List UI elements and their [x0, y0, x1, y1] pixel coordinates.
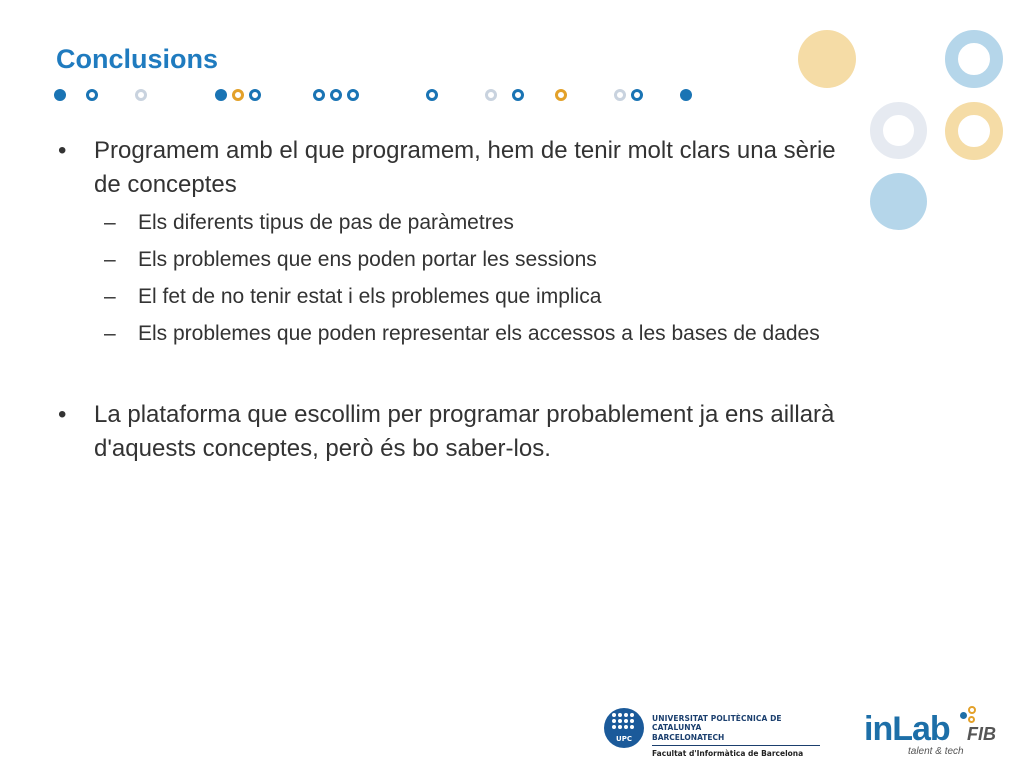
dot-decoration: [135, 89, 147, 101]
bullet-text: Programem amb el que programem, hem de tenir molt clars una sèrie de conceptes: [94, 137, 836, 198]
dot-decoration: [54, 89, 66, 101]
inlab-logo-text: [864, 710, 950, 749]
dot-decoration: [347, 89, 359, 101]
upc-dot-grid: [612, 713, 636, 735]
circle-decoration: [870, 173, 927, 230]
bullet-mark: •: [58, 401, 67, 428]
dot-decoration: [249, 89, 261, 101]
dot-decoration: [555, 89, 567, 101]
sub-bullet-text: Els diferents tipus de pas de paràmetres: [138, 211, 514, 234]
upc-subtitle: BARCELONATECH: [652, 733, 725, 742]
bullet-text: La plataforma que escollim per programar probablement ja ens aillarà d'aquests conceptes, però és bo saber-los.: [94, 401, 835, 462]
upc-university-name: UNIVERSITAT POLITÈCNICA DE CATALUNYA: [652, 714, 782, 732]
inlab-logo-block: [864, 704, 1014, 760]
dot-decoration: [614, 89, 626, 101]
sub-bullet-item: [58, 208, 858, 238]
sub-bullet-mark: –: [104, 248, 116, 271]
circle-decoration: [945, 102, 1003, 160]
bullet-item: [58, 398, 858, 466]
upc-divider: [652, 745, 820, 746]
decorative-dot-row: [0, 0, 760, 120]
bullet-item: [58, 134, 858, 202]
inlab-dot-icon: [968, 706, 976, 714]
sub-bullet-text: Els problemes que poden representar els accessos a les bases de dades: [138, 322, 820, 345]
sub-bullet-text: El fet de no tenir estat i els problemes que implica: [138, 285, 602, 308]
dot-decoration: [631, 89, 643, 101]
bullet-mark: •: [58, 137, 67, 164]
inlab-tagline: talent & tech: [908, 746, 964, 757]
dot-decoration: [86, 89, 98, 101]
sub-bullet-item: [58, 282, 858, 312]
inlab-dot-icon: [968, 716, 975, 723]
dot-decoration: [485, 89, 497, 101]
dot-decoration: [512, 89, 524, 101]
upc-text: [652, 714, 832, 758]
upc-badge-label: UPC: [616, 735, 632, 743]
upc-logo-block: [604, 708, 834, 758]
sub-bullet-item: [58, 319, 838, 349]
circle-decoration: [870, 102, 927, 159]
dot-decoration: [330, 89, 342, 101]
dot-decoration: [680, 89, 692, 101]
slide-body: [58, 134, 858, 472]
slide-title: Conclusions: [56, 44, 219, 74]
dot-decoration: [232, 89, 244, 101]
sub-bullet-item: [58, 245, 858, 275]
upc-logo: [604, 708, 644, 748]
inlab-in: in: [864, 710, 893, 748]
sub-bullet-text: Els problemes que ens poden portar les sessions: [138, 248, 597, 271]
sub-bullet-mark: –: [104, 285, 116, 308]
upc-faculty-name: Facultat d'Informàtica de Barcelona: [652, 749, 804, 758]
spacer: [58, 356, 858, 398]
inlab-lab: Lab: [892, 710, 950, 748]
sub-bullet-mark: –: [104, 322, 116, 345]
dot-decoration: [426, 89, 438, 101]
dot-decoration: [313, 89, 325, 101]
fib-logo-text: FIB: [967, 724, 996, 744]
circle-decoration: [945, 30, 1003, 88]
inlab-dot-icon: [960, 712, 967, 719]
circle-decoration: [798, 30, 856, 88]
dot-decoration: [215, 89, 227, 101]
sub-bullet-mark: –: [104, 211, 116, 234]
